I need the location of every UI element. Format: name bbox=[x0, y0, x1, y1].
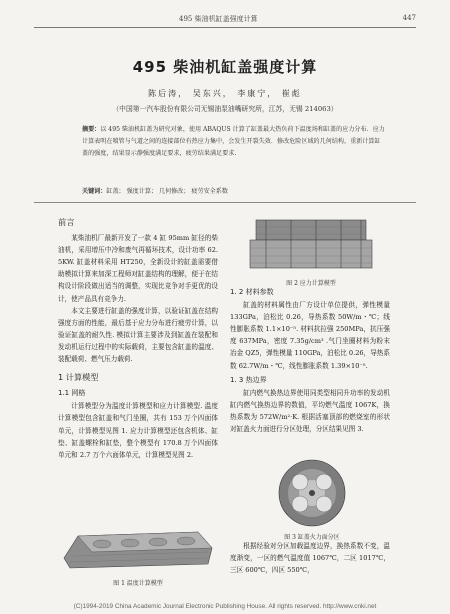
authors: 陈后涛， 吴东兴， 李康宁， 崔彪 bbox=[148, 89, 302, 98]
keywords-text: 缸盖； 强度计算； 几何修改； 疲劳安全系数 bbox=[106, 188, 228, 195]
section-1-1-heading: 1.1 网格 bbox=[58, 389, 86, 398]
running-title: 495 柴油机缸盖强度计算 bbox=[179, 15, 258, 23]
figure-3-image bbox=[262, 458, 362, 528]
page-number: 447 bbox=[402, 14, 416, 22]
section-1-1-paragraph: 计算模型分为温度计算模型和应力计算模型. 温度计算模型包含缸盖和气门坐圈，共有 153 万个四面体单元，计算模型见图 1. 应力计算模型还包含机体、缸垫、缸盖螺栓和缸垫，整个模型有 170.8 万个四面体单元和 2.7 万个六面体单元，计算模型见图 2. bbox=[58, 402, 218, 459]
section-1-2-heading: 1. 2 材料参数 bbox=[230, 288, 274, 296]
figure-1-image bbox=[58, 518, 218, 574]
paper-title: 495 柴油机缸盖强度计算 bbox=[132, 58, 318, 76]
abstract bbox=[82, 124, 386, 160]
running-header bbox=[34, 14, 416, 28]
keywords bbox=[82, 186, 386, 195]
section-divider bbox=[34, 202, 416, 203]
preface-paragraph-1: 某柴油机厂最新开发了一款 4 缸 95mm 缸径的柴油机，采用增压中冷和废气再循环技术，设计功率 62. 5KW. 缸盖材料采用 HT250，全新设计的缸盖需要借助模拟计算来加深工程师对缸盖结构的理解，便于在结构设计阶段做出适当的调整，实现比竞争对手更优的设计，使产品具有竞争力. bbox=[58, 234, 218, 303]
section-1-3-heading: 1. 3 热边界 bbox=[230, 375, 267, 384]
left-column bbox=[58, 210, 218, 461]
keywords-label: 关键词： bbox=[82, 188, 107, 195]
preface-paragraph-2: 本文主要进行缸盖的强度计算，以验证缸盖在结构强度方面的性能，最后基于应力分布进行疲劳计算，以验证缸盖的耐久性. 模拟计算主要涉及到缸盖在装配和发动机运行过程中的实际载荷，主要包含缸盖的温度、装配载荷、燃气压力载荷. bbox=[58, 306, 218, 364]
figure-3-caption: 图 3 缸盖火力面分区 bbox=[284, 534, 340, 541]
figure-2 bbox=[236, 214, 386, 287]
figure-2-caption: 图 2 应力计算模型 bbox=[286, 280, 336, 287]
abstract-label: 摘要： bbox=[82, 126, 101, 133]
abstract-text: 以 495 柴油机缸盖为研究对象，使用 ABAQUS 计算了缸盖最大热负荷下温度场和缸盖的应力分布．应力计算表明在喷管与气道之间的连接部位有热应力集中，会发生开裂失效．修改危险区域的几何结构，重新计算缸盖的强度，结果显示静强度满足要求，疲劳结果满足要求. bbox=[82, 126, 385, 157]
affiliation: （中国第一汽车股份有限公司无锡油泵油嘴研究所，江苏，无锡 214063） bbox=[112, 105, 338, 113]
section-1-3-paragraph-2: 根据经验对分区加载温度边界，换热系数不变，温度渐变，一区的燃气温度值 1067℃，二区 1017℃，三区 600℃，四区 550℃， bbox=[230, 542, 390, 574]
right-column-bottom bbox=[230, 540, 390, 576]
figure-1 bbox=[58, 518, 218, 587]
section-1-3-paragraph: 缸内燃气换热边界使用同类型相同升功率的发动机缸内燃气换热边界的数值，平均燃气温度 1067K，换热系数为 572W/m²·K. 根据活塞顶部的燃烧室的形状对缸盖火力面进行分区处理，分区结果见图 3. bbox=[230, 388, 390, 434]
figure-3 bbox=[262, 458, 362, 541]
preface-heading: 前言 bbox=[58, 217, 75, 227]
figure-1-caption: 图 1 温度计算模型 bbox=[113, 580, 163, 587]
section-1-heading: 1 计算模型 bbox=[58, 372, 99, 383]
section-1-2-paragraph: 缸盖的材料属性由厂方设计单位提供，弹性模量 133GPa，泊松比 0.26，导热系数 50W/m・℃；线性膨胀系数 1.1×10⁻⁵. 材料抗拉强 250MPa，抗压强度 637MPa，密度 7.35g/cm³ .气门坐圈材料为粉末冶金 QZ5，弹性模量 110GPa，泊松比 0.26，导热系数 62.7W/m・℃，线性膨胀系数 1.39×10⁻⁵. bbox=[230, 301, 390, 370]
copyright-footer: (C)1994-2019 China Academic Journal Electronic Publishing House. All rights reserved. http://www.cnki.net bbox=[73, 603, 377, 610]
right-column bbox=[230, 284, 390, 435]
figure-2-image bbox=[236, 214, 386, 274]
